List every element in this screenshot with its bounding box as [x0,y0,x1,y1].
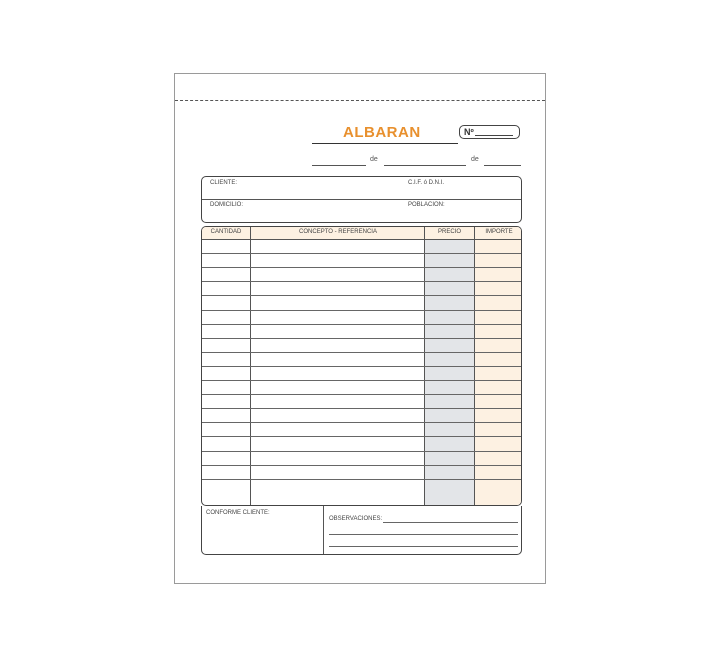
date-de-1: de [370,156,378,163]
date-year-blank[interactable] [484,165,521,166]
domicilio-label: DOMICILIO: [210,202,244,208]
col-header-concepto: CONCEPTO - REFERENCIA [299,229,377,235]
title-underline [312,143,458,144]
col-header-precio: PRECIO [437,229,461,235]
col-header-importe: IMPORTE [485,229,513,235]
client-box [201,176,522,223]
footer-divider [323,506,324,554]
table-row[interactable] [202,366,521,380]
client-divider [202,199,521,200]
table-row[interactable] [202,408,521,422]
tear-off-line [175,100,545,101]
table-row[interactable] [202,295,521,309]
delivery-note-sheet [174,73,546,584]
table-row[interactable] [202,436,521,450]
date-month-blank[interactable] [384,165,466,166]
number-blank [475,126,513,136]
table-row[interactable] [202,380,521,394]
number-field[interactable] [459,125,520,139]
poblacion-label: POBLACION: [408,202,445,208]
table-row[interactable] [202,352,521,366]
table-row[interactable] [202,239,521,253]
items-table [201,226,522,506]
col-header-cantidad: CANTIDAD [210,229,242,235]
conforme-label: CONFORME CLIENTE: [206,510,270,516]
table-row[interactable] [202,310,521,324]
number-label: Nº [464,127,474,137]
table-row[interactable] [202,394,521,408]
table-row[interactable] [202,465,521,479]
observaciones-line-1[interactable] [383,522,518,523]
table-row[interactable] [202,324,521,338]
table-row[interactable] [202,338,521,352]
observaciones-line-2[interactable] [329,534,518,535]
cif-label: C.I.F. ó D.N.I. [408,180,445,186]
observaciones-line-3[interactable] [329,546,518,547]
footer-box [201,506,522,555]
date-day-blank[interactable] [312,165,366,166]
table-row[interactable] [202,422,521,436]
table-row[interactable] [202,451,521,465]
observaciones-label: OBSERVACIONES: [329,516,383,522]
client-label: CLIENTE: [210,180,238,186]
document-title: ALBARAN [343,124,421,141]
date-de-2: de [471,156,479,163]
table-row[interactable] [202,253,521,267]
table-row[interactable] [202,281,521,295]
table-row[interactable] [202,479,521,493]
table-row[interactable] [202,267,521,281]
